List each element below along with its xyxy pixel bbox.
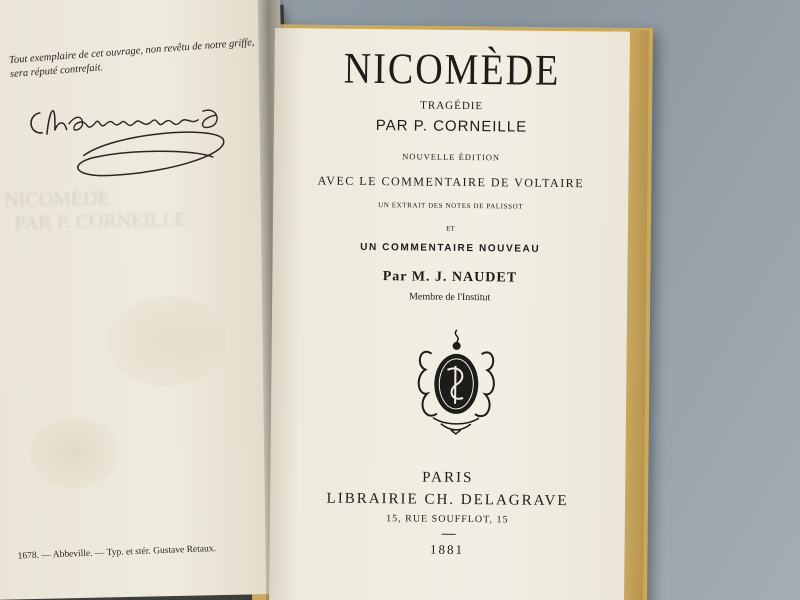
book-author: PAR P. CORNEILLE [375, 117, 528, 136]
publisher-device-emblem [411, 325, 502, 436]
publisher-signature [22, 90, 254, 195]
conjunction: ET [446, 224, 455, 233]
title-page [269, 28, 630, 600]
commentary-line: AVEC LE COMMENTAIRE DE VOLTAIRE [317, 173, 585, 191]
new-commentary-line: UN COMMENTAIRE NOUVEAU [360, 241, 541, 255]
left-page [0, 0, 292, 600]
counterfeit-notice: Tout exemplaire de cet ouvrage, non revêtu de notre griffe, sera réputé contrefait. [8, 37, 255, 81]
divider-rule [442, 534, 456, 535]
book-genre: TRAGÉDIE [420, 99, 484, 113]
commentator-title: Membre de l'Institut [409, 291, 491, 304]
edition-note: NOUVELLE ÉDITION [402, 151, 501, 163]
commentator-name: Par M. J. NAUDET [382, 269, 518, 286]
publisher-address: 15, RUE SOUFFLOT, 15 [386, 513, 509, 526]
publication-year: 1881 [429, 541, 465, 558]
extract-line: UN EXTRAIT DES NOTES DE PALISSOT [378, 201, 524, 211]
book-title: NICOMÈDE [343, 44, 561, 96]
publisher-name: LIBRAIRIE CH. DELAGRAVE [326, 490, 569, 510]
printer-imprint: 1678. — Abbeville. — Typ. et stér. Gustave Retaux. [17, 543, 217, 562]
publication-city: PARIS [422, 469, 474, 487]
show-through-text: NICOMÈDE PAR P. CORNEILLE [3, 187, 187, 235]
